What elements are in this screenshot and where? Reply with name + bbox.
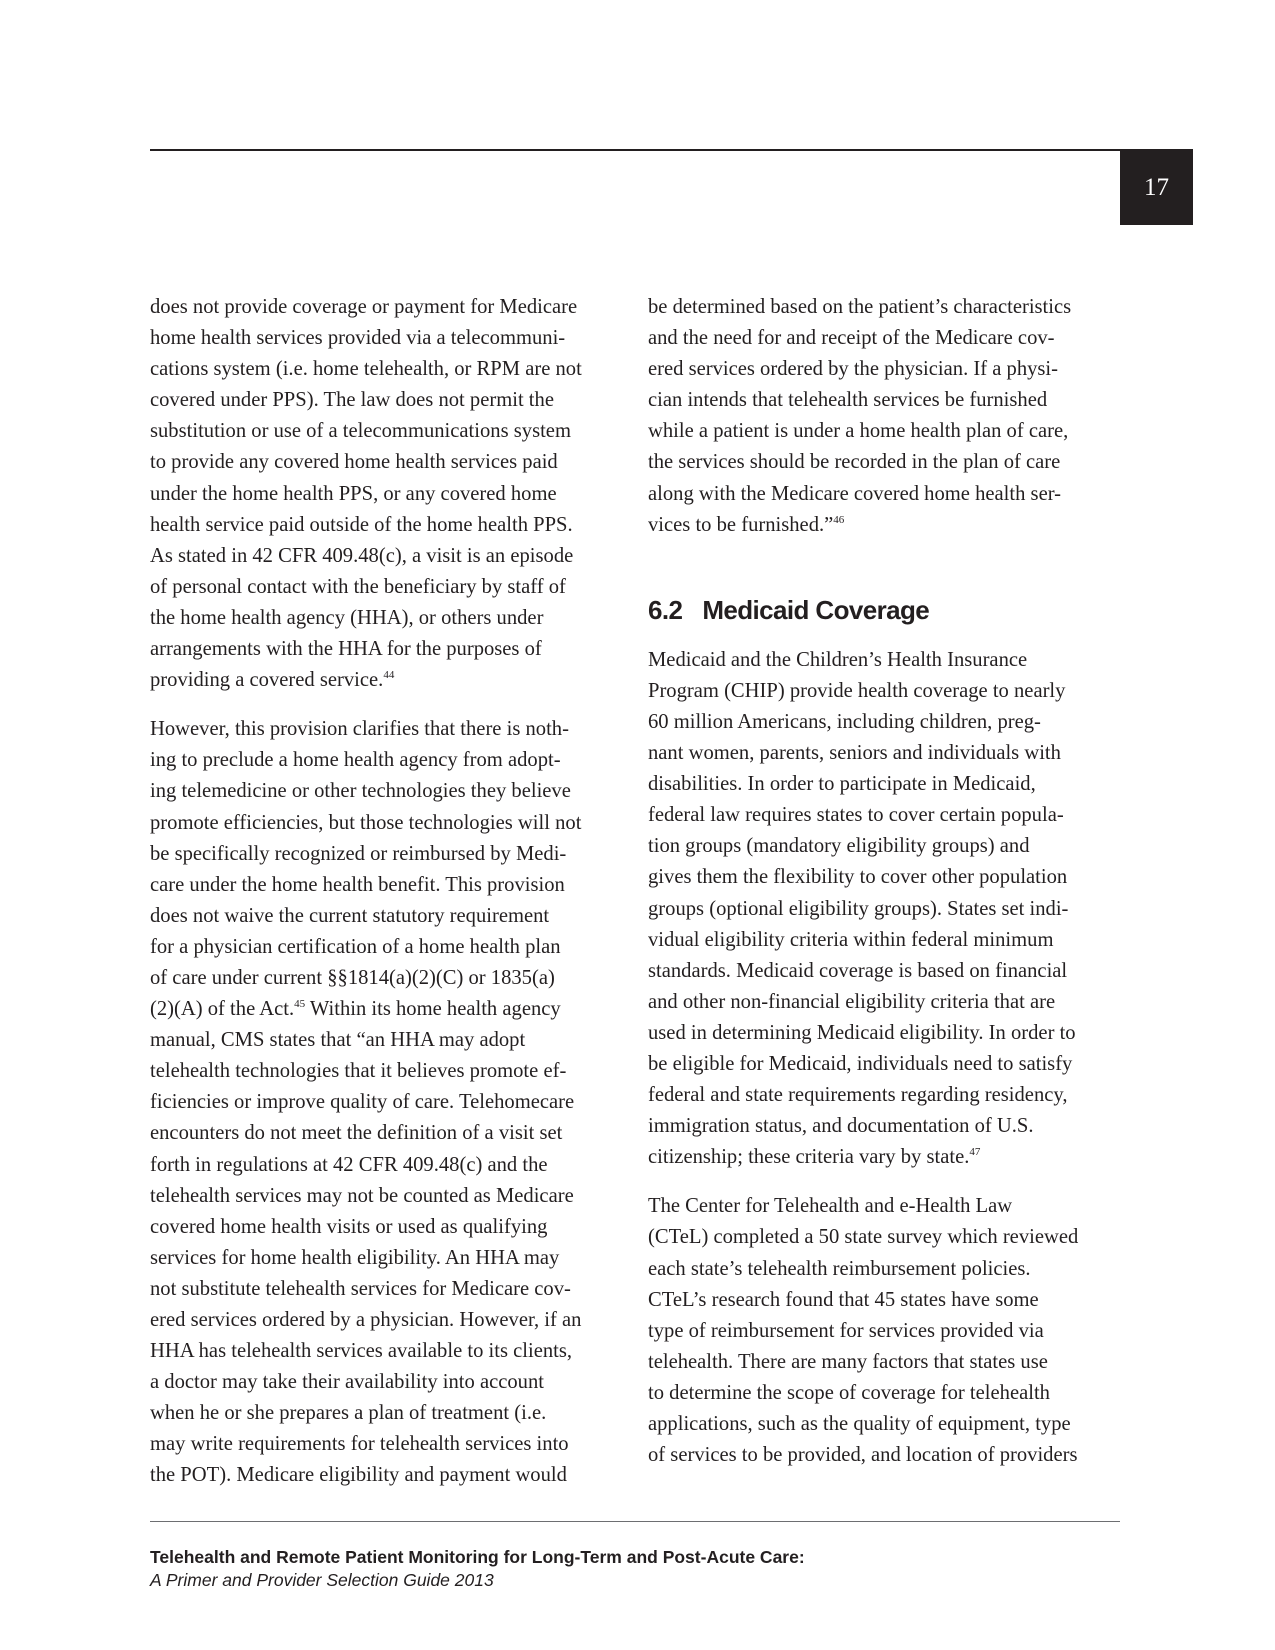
footnote-ref-47: 47 <box>969 1146 981 1159</box>
footer-subtitle: A Primer and Provider Selection Guide 2013 <box>150 1570 494 1590</box>
right-paragraph-1 <box>648 292 1128 541</box>
footer-title: Telehealth and Remote Patient Monitoring for Long-Term and Post-Acute Care: <box>150 1547 805 1567</box>
left-column <box>150 292 628 1510</box>
footnote-ref-46: 46 <box>833 513 845 526</box>
right-paragraph-3 <box>648 1191 1128 1471</box>
footer <box>150 1546 805 1592</box>
page-number-box <box>1120 151 1193 225</box>
section-title: Medicaid Coverage <box>702 594 930 625</box>
right-column <box>648 292 1128 1489</box>
left-paragraph-2-text-a: However, this provision clarifies that there is noth- ing to preclude a home health agency from adopt- ing telemedicine or other technologies they believe promote efficiencies, but those technologies will not be specifically recognized or reimbursed by Medi- care under the home health benefit. This provision does not waive the current statutory requirement for a physician certification of a home health plan of care under current §§1814(a)(2)(C) or 1835(a) (2)(A) of the Act. <box>150 718 582 1021</box>
left-paragraph-2-text-b: Within its home health agency manual, CMS states that “an HHA may adopt telehealth technologies that it believes promote ef- ficiencies or improve quality of care. Telehomecare encounters do not meet the definition of a visit set forth in regulations at 42 CFR 409.48(c) and the telehealth services may not be counted as Medicare covered home health visits or used as qualifying services for home health eligibility. An HHA may not substitute telehealth services for Medicare cov- ered services ordered by a physician. However, if an HHA has telehealth services available to its clients, a doctor may take their availability into account when he or she prepares a plan of treatment (i.e. may write requirements for telehealth services into the POT). Medicare eligibility and payment would <box>150 998 582 1487</box>
right-paragraph-3-text: The Center for Telehealth and e-Health Law (CTeL) completed a 50 state survey which reviewed each state’s telehealth reimbursement policies. CTeL’s research found that 45 states have some type of reimbursement for services provided via telehealth. There are many factors that states use to determine the scope of coverage for telehealth applications, such as the quality of equipment, type of services to be provided, and location of providers <box>648 1195 1079 1467</box>
footnote-ref-44: 44 <box>383 669 395 682</box>
right-paragraph-2-text: Medicaid and the Children’s Health Insurance Program (CHIP) provide health coverage to nearly 60 million Americans, including children, preg- nant women, parents, seniors and individuals with disabilities. In order to participate in Medicaid, federal law requires states to cover certain popula- tion groups (mandatory eligibility groups) and gives them the flexibility to cover other population groups (optional eligibility groups). States set indi- vidual eligibility criteria within federal minimum standards. Medicaid coverage is based on financial and other non-financial eligibility criteria that are used in determining Medicaid eligibility. In order to be eligible for Medicaid, individuals need to satisfy federal and state requirements regarding residency, immigration status, and documentation of U.S. citizenship; these criteria vary by state. <box>648 648 1076 1169</box>
page-number: 17 <box>1144 174 1169 201</box>
footer-rule <box>150 1521 1120 1522</box>
header-rule <box>150 149 1193 151</box>
right-paragraph-1-text: be determined based on the patient’s characteristics and the need for and receipt of the Medicare cov- ered services ordered by the physician. If a physi- cian intends that telehealth services be furnished while a patient is under a home health plan of care, the services should be recorded in the plan of care along with the Medicare covered home health ser- vices to be furnished.” <box>648 296 1072 536</box>
section-heading <box>648 593 1128 627</box>
footnote-ref-45: 45 <box>294 998 306 1011</box>
left-paragraph-1 <box>150 292 628 696</box>
left-paragraph-1-text: does not provide coverage or payment for Medicare home health services provided via a telecommuni- cations system (i.e. home telehealth, or RPM are not covered under PPS). The law does not permit the substitution or use of a telecommunications system to provide any covered home health services paid under the home health PPS, or any covered home health service paid outside of the home health PPS. As stated in 42 CFR 409.48(c), a visit is an episode of personal contact with the beneficiary by staff of the home health agency (HHA), or others under arrangements with the HHA for the purposes of providing a covered service. <box>150 296 582 692</box>
right-paragraph-2 <box>648 645 1128 1174</box>
section-number: 6.2 <box>648 594 683 625</box>
left-paragraph-2 <box>150 714 628 1491</box>
